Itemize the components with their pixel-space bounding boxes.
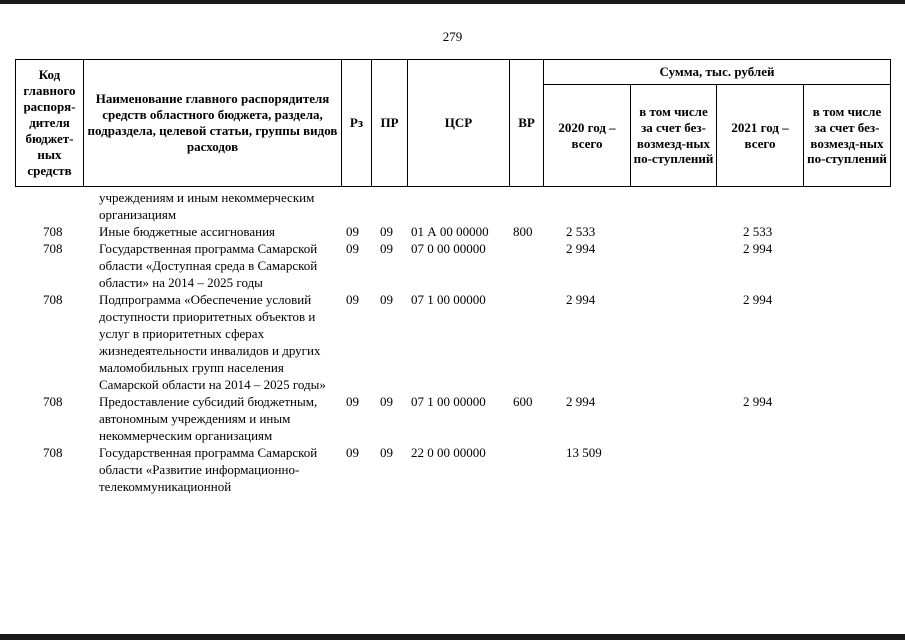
cell-code: 708 — [43, 394, 63, 409]
cell-pr: 09 — [380, 445, 393, 460]
bottom-border — [0, 634, 905, 640]
cell-csr: 07 0 00 00000 — [411, 241, 486, 256]
cell-2021: 2 533 — [743, 224, 773, 239]
cell-2020: 2 994 — [566, 241, 596, 256]
header-rz: Рз — [342, 60, 372, 187]
cell-rz: 09 — [346, 394, 359, 409]
cell-2020: 13 509 — [566, 445, 602, 460]
cell-2020: 2 994 — [566, 394, 596, 409]
cell-code: 708 — [43, 445, 63, 460]
cell-pr: 09 — [380, 292, 393, 307]
table-header — [15, 59, 891, 187]
cell-2020: 2 994 — [566, 292, 596, 307]
table-row — [15, 189, 890, 223]
cell-rz: 09 — [346, 445, 359, 460]
cell-code: 708 — [43, 292, 63, 307]
cell-pr: 09 — [380, 394, 393, 409]
cell-pr: 09 — [380, 224, 393, 239]
cell-name: Иные бюджетные ассигнования — [99, 224, 276, 239]
table-row — [15, 444, 890, 495]
table-row — [15, 291, 890, 393]
cell-2021: 2 994 — [743, 394, 773, 409]
cell-csr: 07 1 00 00000 — [411, 394, 486, 409]
cell-code: 708 — [43, 224, 63, 239]
header-2020-gratuitous: в том числе за счет без-возмезд-ных по-ступлений — [631, 85, 717, 187]
header-sum: Сумма, тыс. рублей — [544, 60, 891, 85]
header-code: Код главного распоря-дителя бюджет-ных средств — [16, 60, 84, 187]
cell-name: Государственная программа Самарской области «Развитие информационно-телекоммуникационной — [99, 445, 318, 494]
cell-csr: 07 1 00 00000 — [411, 292, 486, 307]
header-2020-total: 2020 год – всего — [544, 85, 631, 187]
header-name: Наименование главного распорядителя средств областного бюджета, раздела, подраздела, целевой статьи, группы видов расходов — [84, 60, 342, 187]
cell-rz: 09 — [346, 292, 359, 307]
cell-code: 708 — [43, 241, 63, 256]
cell-vr: 600 — [513, 394, 533, 409]
cell-name: учреждениям и иным некоммерческим организациям — [99, 190, 315, 222]
top-border — [0, 0, 905, 4]
table-row — [15, 223, 890, 240]
table-body — [15, 189, 890, 495]
page-number: 279 — [442, 29, 463, 44]
table-row — [15, 240, 890, 291]
table-row — [15, 393, 890, 444]
header-pr: ПР — [372, 60, 408, 187]
cell-csr: 01 А 00 00000 — [411, 224, 489, 239]
cell-2020: 2 533 — [566, 224, 596, 239]
cell-2021: 2 994 — [743, 241, 773, 256]
cell-2021: 2 994 — [743, 292, 773, 307]
header-2021-gratuitous: в том числе за счет без-возмезд-ных по-ступлений — [804, 85, 891, 187]
cell-pr: 09 — [380, 241, 393, 256]
cell-rz: 09 — [346, 241, 359, 256]
header-vr: ВР — [510, 60, 544, 187]
header-2021-total: 2021 год – всего — [717, 85, 804, 187]
header-csr: ЦСР — [408, 60, 510, 187]
cell-vr: 800 — [513, 224, 533, 239]
cell-name: Подпрограмма «Обеспечение условий доступности приоритетных объектов и услуг в приоритетных сферах жизнедеятельности инвалидов и других маломобильных групп населения Самарской области на 2014 – 2025 годы» — [99, 292, 326, 392]
cell-name: Государственная программа Самарской области «Доступная среда в Самарской области» на 2014 – 2025 годы — [99, 241, 318, 290]
cell-name: Предоставление субсидий бюджетным, автономным учреждениям и иным некоммерческим организациям — [99, 394, 318, 443]
cell-rz: 09 — [346, 224, 359, 239]
cell-csr: 22 0 00 00000 — [411, 445, 486, 460]
